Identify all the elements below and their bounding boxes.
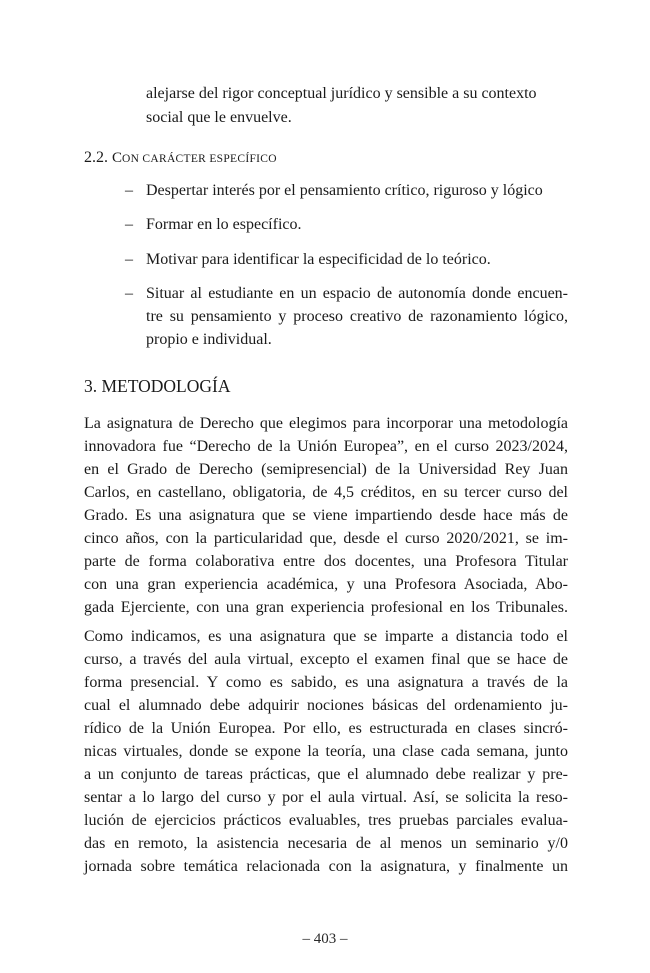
page-number: – 403 – [302, 931, 348, 947]
text-line: Carlos, en castellano, obligatoria, de 4,5 créditos, en su tercer curso del [84, 484, 568, 501]
section-title-initial: C [112, 150, 123, 166]
bullet-dash: – [125, 182, 133, 199]
bullet-dash: – [125, 285, 133, 302]
text-line: cual el alumnado debe adquirir nociones básicas del ordenamiento ju- [84, 697, 568, 714]
text-line: parte de forma colaborativa entre dos docentes, una Profesora Titular [84, 553, 568, 570]
text-line: Grado. Es una asignatura que se viene impartiendo desde hace más de [84, 507, 568, 524]
text-line: en el Grado de Derecho (semipresencial) de la Universidad Rey Juan [84, 461, 568, 478]
text-line: Como indicamos, es una asignatura que se imparte a distancia todo el [84, 628, 568, 645]
list-item-text: Formar en lo específico. [146, 216, 302, 233]
section-number: 2.2. [84, 149, 108, 166]
text-line: sentar a lo largo del curso y por el aula virtual. Así, se solicita la reso- [84, 789, 568, 806]
text-line: cinco años, con la particularidad que, desde el curso 2020/2021, se im- [84, 530, 568, 547]
text-line: alejarse del rigor conceptual jurídico y sensible a su contexto [146, 85, 537, 102]
text-line: jornada sobre temática relacionada con la asignatura, y finalmente un [84, 858, 568, 875]
text-line: lución de ejercicios prácticos evaluables, tres pruebas parciales evalua- [84, 812, 568, 829]
list-item-text: Motivar para identificar la especificidad de lo teórico. [146, 251, 491, 268]
list-item-text: tre su pensamiento y proceso creativo de razonamiento lógico, [146, 308, 568, 325]
text-line: innovadora fue “Derecho de la Unión Europea”, en el curso 2023/2024, [84, 438, 568, 455]
section-heading-3: 3. METODOLOGÍA [84, 376, 231, 396]
text-line: nicas virtuales, donde se expone la teoría, una clase cada semana, junto [84, 743, 568, 760]
text-line: curso, a través del aula virtual, excepto el examen final que se hace de [84, 651, 568, 668]
text-line: social que le envuelve. [146, 109, 292, 126]
list-item-text: Despertar interés por el pensamiento crítico, riguroso y lógico [146, 182, 543, 199]
text-line: das en remoto, la asistencia necesaria de al menos un seminario y/0 [84, 835, 568, 852]
text-line: rídico de la Unión Europea. Por ello, es estructurada en clases sincró- [84, 720, 568, 737]
text-line: La asignatura de Derecho que elegimos para incorporar una metodología [84, 415, 568, 432]
list-item-text: Situar al estudiante en un espacio de autonomía donde encuen- [146, 285, 568, 302]
text-line: gada Ejerciente, con una gran experiencia profesional en los Tribunales. [84, 599, 568, 616]
bullet-dash: – [125, 216, 133, 233]
list-item-text: propio e individual. [146, 331, 272, 348]
section-title: ON CARÁCTER ESPECÍFICO [122, 153, 277, 165]
text-line: forma presencial. Y como es sabido, es una asignatura a través de la [84, 674, 568, 691]
bullet-dash: – [125, 251, 133, 268]
text-line: a un conjunto de tareas prácticas, que el alumnado debe realizar y pre- [84, 766, 568, 783]
text-line: con una gran experiencia académica, y una Profesora Asociada, Abo- [84, 576, 568, 593]
